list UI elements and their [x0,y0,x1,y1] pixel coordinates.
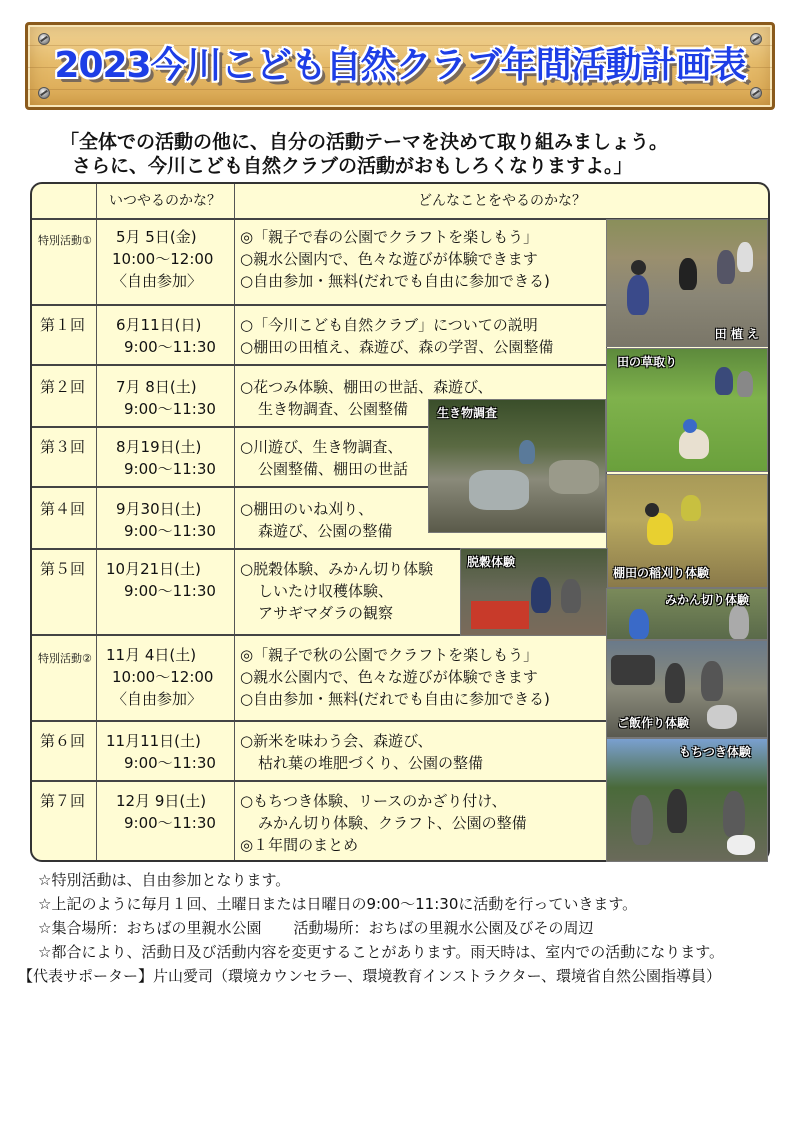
row-activity-3: ○自由参加・無料(だれでも自由に参加できる) [240,690,550,708]
note-3-meeting-place: ☆集合場所：おちばの里親水公園 [38,919,262,937]
row-date: 8月19日(土) [116,438,202,456]
note-2: ☆上記のように毎月１回、土曜日または日曜日の9:00～11:30に活動を行っていきます。 [38,895,638,913]
row-label: 第７回 [40,792,86,810]
row-activity-1: ○花つみ体験、棚田の世話、森遊び、 [240,378,493,396]
photo-rice-planting [606,219,768,347]
photo-rice-harvest [606,474,768,588]
row-activity-2: ○親水公園内で、色々な遊びが体験できます [240,250,538,268]
row-time: 10:00～12:00 [112,668,214,686]
row-time: 10:00～12:00 [112,250,214,268]
row-activity-2: 生き物調査、公園整備 [258,400,409,418]
row-date: 11月11日(土) [106,732,201,750]
row-activity-1: ○新米を味わう会、森遊び、 [240,732,433,750]
row-activity-2: 公園整備、棚田の世話 [258,460,409,478]
row-time: 9:00～11:30 [124,522,216,540]
title-board [25,22,775,110]
row-date: 9月30日(土) [116,500,202,518]
row-activity-3: アサギマダラの観察 [258,604,394,622]
photo-weeding [606,348,768,472]
row-label: 第３回 [40,438,86,456]
photo-mikan-cutting [606,588,768,640]
note-4: ☆都合により、活動日及び活動内容を変更することがあります。雨天時は、室内での活動になります。 [38,943,725,961]
row-activity-1: ○川遊び、生き物調査、 [240,438,403,456]
row-activity-1: ◎「親子で秋の公園でクラフトを楽しもう」 [240,646,539,664]
note-3 [30,916,790,940]
row-activity-1: ○「今川こども自然クラブ」についての説明 [240,316,538,334]
photo-caption: 田 植 え [714,327,759,341]
row-activity-1: ○脱穀体験、みかん切り体験 [240,560,434,578]
row-date: 12月 9日(土) [116,792,207,810]
row-date: 5月 5日(金) [116,228,197,246]
photo-caption: もちつき体験 [679,745,751,759]
row-date: 7月 8日(土) [116,378,197,396]
photo-caption: ご飯作り体験 [617,716,690,730]
row-activity-2: 森遊び、公園の整備 [258,522,393,540]
header-when: いつやるのかな？ [109,193,221,209]
row-activity-2: しいたけ収穫体験、 [258,582,394,600]
photo-creature-survey [428,399,606,533]
notes [18,868,790,988]
row-time: 9:00～11:30 [124,754,216,772]
note-3-activity-place: 活動場所：おちばの里親水公園及びその周辺 [293,919,594,937]
row-date: 10月21日(土) [106,560,201,578]
row-label: 第６回 [40,732,86,750]
row-time: 9:00～11:30 [124,460,216,478]
note-1: ☆特別活動は、自由参加となります。 [38,871,291,889]
row-date: 6月11日(日) [116,316,202,334]
intro-line-2: さらに、今川こども自然クラブの活動がおもしろくなりますよ。」 [72,155,633,177]
page-title: 2023今川こども自然クラブ年間活動計画表 [54,45,746,86]
row-time: 9:00～11:30 [124,814,216,832]
photo-mochi-pounding [606,738,768,862]
intro-line-1: 「全体での活動の他に、自分の活動テーマを決めて取り組みましょう。 [60,131,669,153]
row-activity-1: ◎「親子で春の公園でクラフトを楽しもう」 [240,228,539,246]
photo-caption: 棚田の稲刈り体験 [613,566,710,580]
row-time: 9:00～11:30 [124,338,216,356]
row-label: 第２回 [40,378,86,396]
intro-text [60,130,780,178]
row-label: 第１回 [40,316,86,334]
row-activity-2: ○親水公園内で、色々な遊びが体験できます [240,668,538,686]
header-what: どんなことをやるのかな？ [418,193,586,209]
row-extra: 〈自由参加〉 [112,690,203,708]
row-activity-2: 枯れ葉の堆肥づくり、公園の整備 [258,754,484,772]
row-label: 第５回 [40,560,86,578]
row-extra: 〈自由参加〉 [112,272,203,290]
row-activity-1: ○棚田のいね刈り、 [240,500,374,518]
row-activity-2: みかん切り体験、クラフト、公園の整備 [258,814,527,832]
photo-caption: 田の草取り [617,355,678,369]
photo-caption: 生き物調査 [437,406,498,420]
photo-threshing [460,548,608,636]
row-label: 特別活動② [38,652,92,665]
row-date: 11月 4日(土) [106,646,197,664]
row-label: 特別活動① [38,234,92,247]
photo-rice-cooking [606,640,768,738]
row-activity-1: ○もちつき体験、リースのかざり付け、 [240,792,507,810]
supporter-line: 【代表サポーター】片山愛司（環境カウンセラー、環境教育インストラクター、環境省自然公園指導員） [18,967,722,985]
row-label: 第４回 [40,500,86,518]
photo-caption: 脱穀体験 [467,555,516,569]
screw-icon [750,87,762,99]
row-activity-3: ○自由参加・無料(だれでも自由に参加できる) [240,272,550,290]
photo-caption: みかん切り体験 [665,593,750,607]
row-time: 9:00～11:30 [124,582,216,600]
screw-icon [38,87,50,99]
row-activity-3: ◎１年間のまとめ [240,836,359,854]
row-time: 9:00～11:30 [124,400,216,418]
row-activity-2: ○棚田の田植え、森遊び、森の学習、公園整備 [240,338,554,356]
